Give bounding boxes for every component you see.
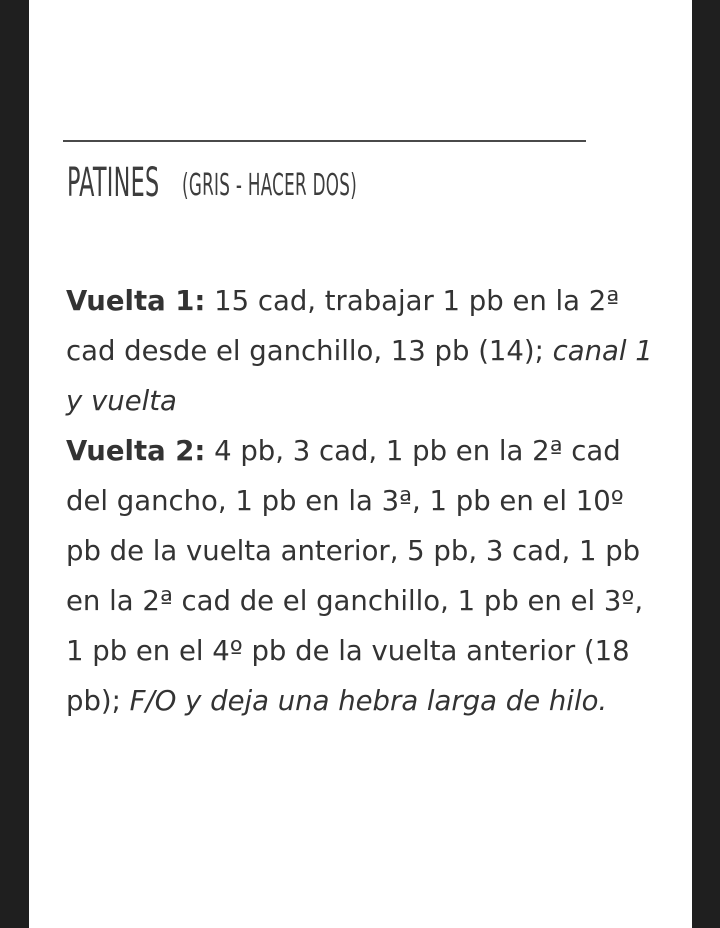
row-2-instruction xyxy=(66,426,666,726)
section-subtitle: (GRIS - HACER DOS) xyxy=(182,168,358,203)
document-page xyxy=(29,0,692,928)
pattern-instructions xyxy=(66,276,666,726)
section-title: PATINES xyxy=(67,160,160,206)
section-heading xyxy=(67,160,358,206)
row-1-italic-note: canal 1 y vuelta xyxy=(66,335,653,417)
row-2-italic-note: F/O y deja una hebra larga de hilo. xyxy=(129,685,608,717)
row-2-label: Vuelta 2: xyxy=(66,435,206,467)
row-1-instruction xyxy=(66,276,666,426)
row-1-label: Vuelta 1: xyxy=(66,285,206,317)
row-1-text: 15 cad, trabajar 1 pb en la 2ª cad desde el ganchillo, 13 pb (14); xyxy=(66,285,620,367)
section-divider xyxy=(63,140,586,142)
row-2-text: 4 pb, 3 cad, 1 pb en la 2ª cad del gancho, 1 pb en la 3ª, 1 pb en el 10º pb de la vuelta anterior, 5 pb, 3 cad, 1 pb en la 2ª cad de el ganchillo, 1 pb en el 3º, 1 pb en el 4º pb de la vuelta anterior (18 pb); xyxy=(66,435,644,717)
